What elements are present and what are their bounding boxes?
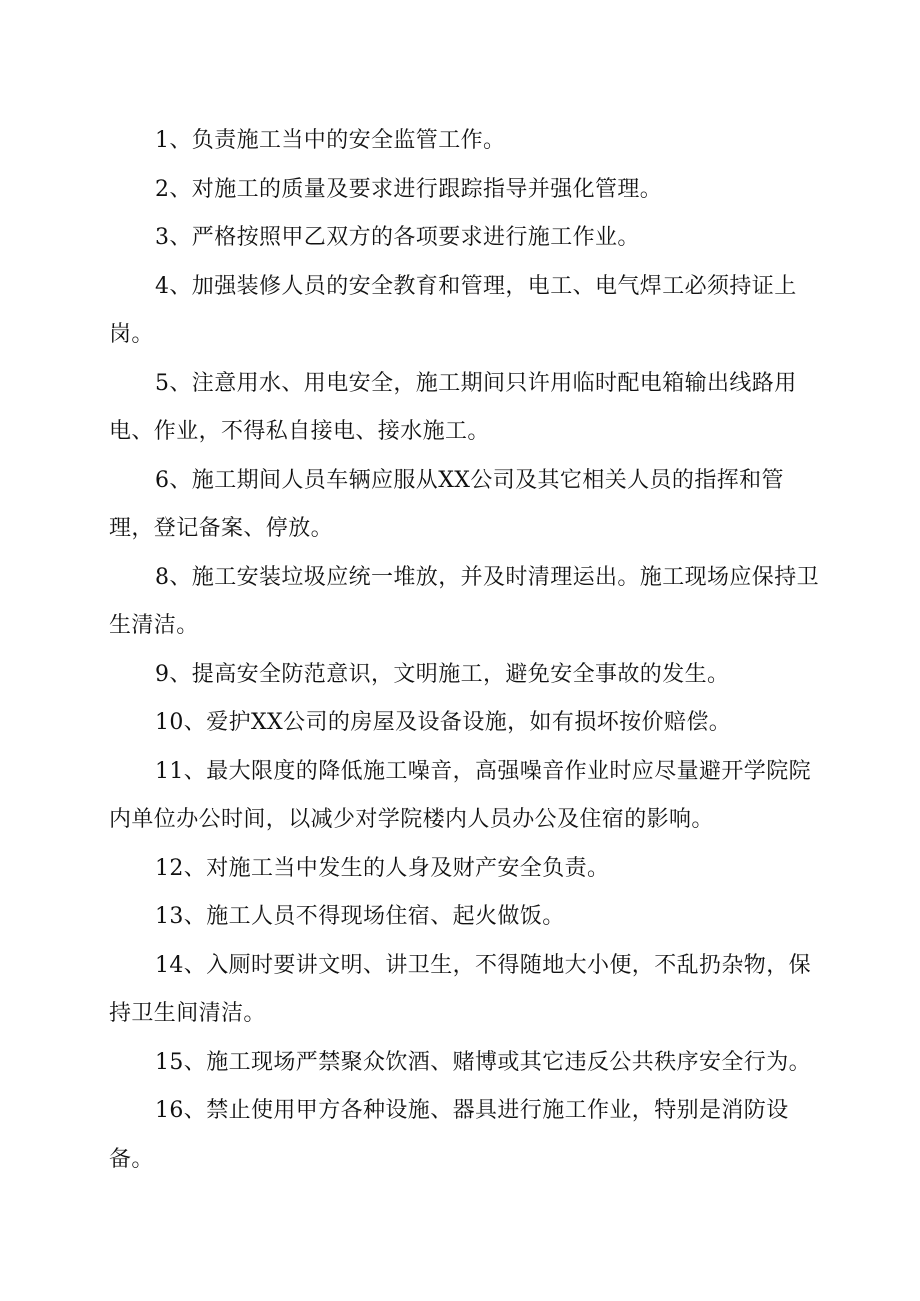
rule-item-6: 6、施工期间人员车辆应服从XX公司及其它相关人员的指挥和管理，登记备案、停放。 <box>109 467 784 541</box>
rule-item-1: 1、负责施工当中的安全监管工作。 <box>155 128 506 153</box>
rule-item-16: 16、禁止使用甲方各种设施、器具进行施工作业，特别是消防设备。 <box>109 1098 789 1172</box>
rule-item-14: 14、入厕时要讲文明、讲卫生，不得随地大小便，不乱扔杂物，保持卫生间清洁。 <box>109 952 811 1026</box>
rule-item-4: 4、加强装修人员的安全教育和管理，电工、电气焊工必须持证上岗。 <box>109 273 797 347</box>
rule-item-11: 11、最大限度的降低施工噪音，高强噪音作业时应尽量避开学院院内单位办公时间，以减少对学院楼内人员办公及住宿的影响。 <box>109 758 811 832</box>
rule-item-3: 3、严格按照甲乙双方的各项要求进行施工作业。 <box>155 225 640 250</box>
rule-item-2: 2、对施工的质量及要求进行跟踪指导并强化管理。 <box>155 176 663 202</box>
safety-rules-list <box>109 117 824 1184</box>
rule-item-5: 5、注意用水、用电安全，施工期间只许用临时配电箱输出线路用电、作业，不得私自接电、接水施工。 <box>109 370 797 444</box>
rule-item-8: 8、施工安装垃圾应统一堆放，并及时清理运出。施工现场应保持卫生清洁。 <box>109 564 819 638</box>
rule-item-13: 13、施工人员不得现场住宿、起火做饭。 <box>155 904 565 929</box>
rule-item-10: 10、爱护XX公司的房屋及设备设施，如有损坏按价赔偿。 <box>155 710 732 735</box>
rule-item-9: 9、提高安全防范意识，文明施工，避免安全事故的发生。 <box>155 661 730 687</box>
rule-item-15: 15、施工现场严禁聚众饮酒、赌博或其它违反公共秩序安全行为。 <box>155 1049 811 1075</box>
rule-item-12: 12、对施工当中发生的人身及财产安全负责。 <box>155 855 610 881</box>
